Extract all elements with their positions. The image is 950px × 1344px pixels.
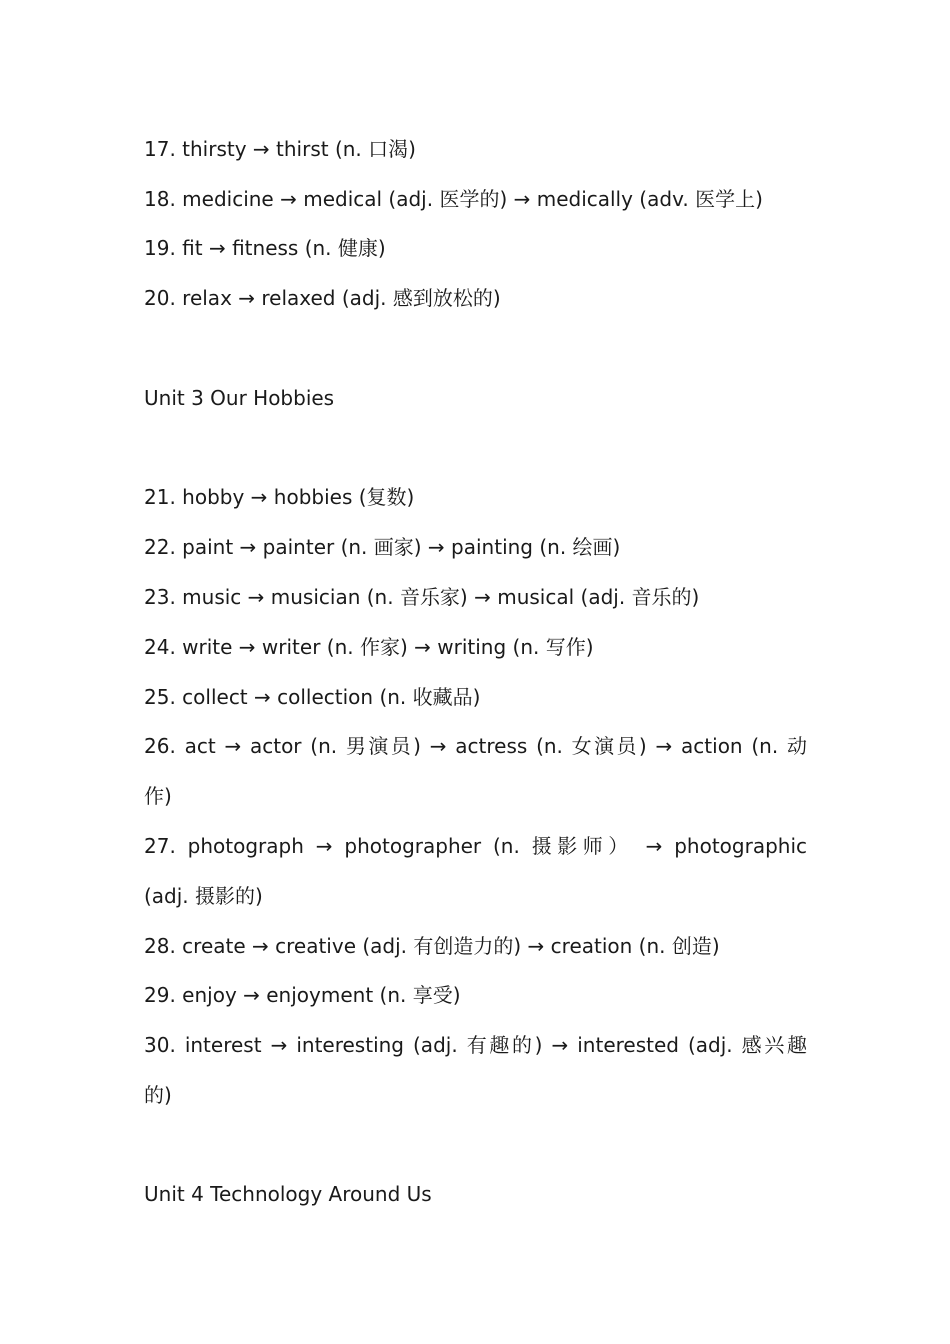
vocab-item-30-continued: 的) bbox=[144, 1083, 172, 1107]
vocab-item-26: 26. act → actor (n. 男演员) → actress (n. 女演员) → action (n. 动 bbox=[144, 734, 807, 758]
vocab-item-18: 18. medicine → medical (adj. 医学的) → medically (adv. 医学上) bbox=[144, 187, 763, 211]
vocab-item-19: 19. fit → fitness (n. 健康) bbox=[144, 236, 386, 260]
vocab-item-28: 28. create → creative (adj. 有创造力的) → creation (n. 创造) bbox=[144, 934, 720, 958]
unit-4-heading: Unit 4 Technology Around Us bbox=[144, 1182, 432, 1206]
vocab-item-22: 22. paint → painter (n. 画家) → painting (n. 绘画) bbox=[144, 535, 621, 559]
vocab-item-30: 30. interest → interesting (adj. 有趣的) → interested (adj. 感兴趣 bbox=[144, 1033, 807, 1057]
unit-3-heading: Unit 3 Our Hobbies bbox=[144, 386, 335, 410]
vocab-item-24: 24. write → writer (n. 作家) → writing (n. 写作) bbox=[144, 635, 594, 659]
vocab-item-27-continued: (adj. 摄影的) bbox=[144, 884, 263, 908]
vocab-item-25: 25. collect → collection (n. 收藏品) bbox=[144, 685, 481, 709]
vocab-item-21: 21. hobby → hobbies (复数) bbox=[144, 485, 415, 509]
vocab-item-27: 27. photograph → photographer (n. 摄影师） → photographic bbox=[144, 834, 807, 858]
vocab-item-29: 29. enjoy → enjoyment (n. 享受) bbox=[144, 983, 461, 1007]
vocab-item-17: 17. thirsty → thirst (n. 口渴) bbox=[144, 137, 416, 161]
vocab-item-26-continued: 作) bbox=[144, 784, 172, 808]
vocab-item-23: 23. music → musician (n. 音乐家) → musical (adj. 音乐的) bbox=[144, 585, 700, 609]
vocab-item-20: 20. relax → relaxed (adj. 感到放松的) bbox=[144, 286, 501, 310]
